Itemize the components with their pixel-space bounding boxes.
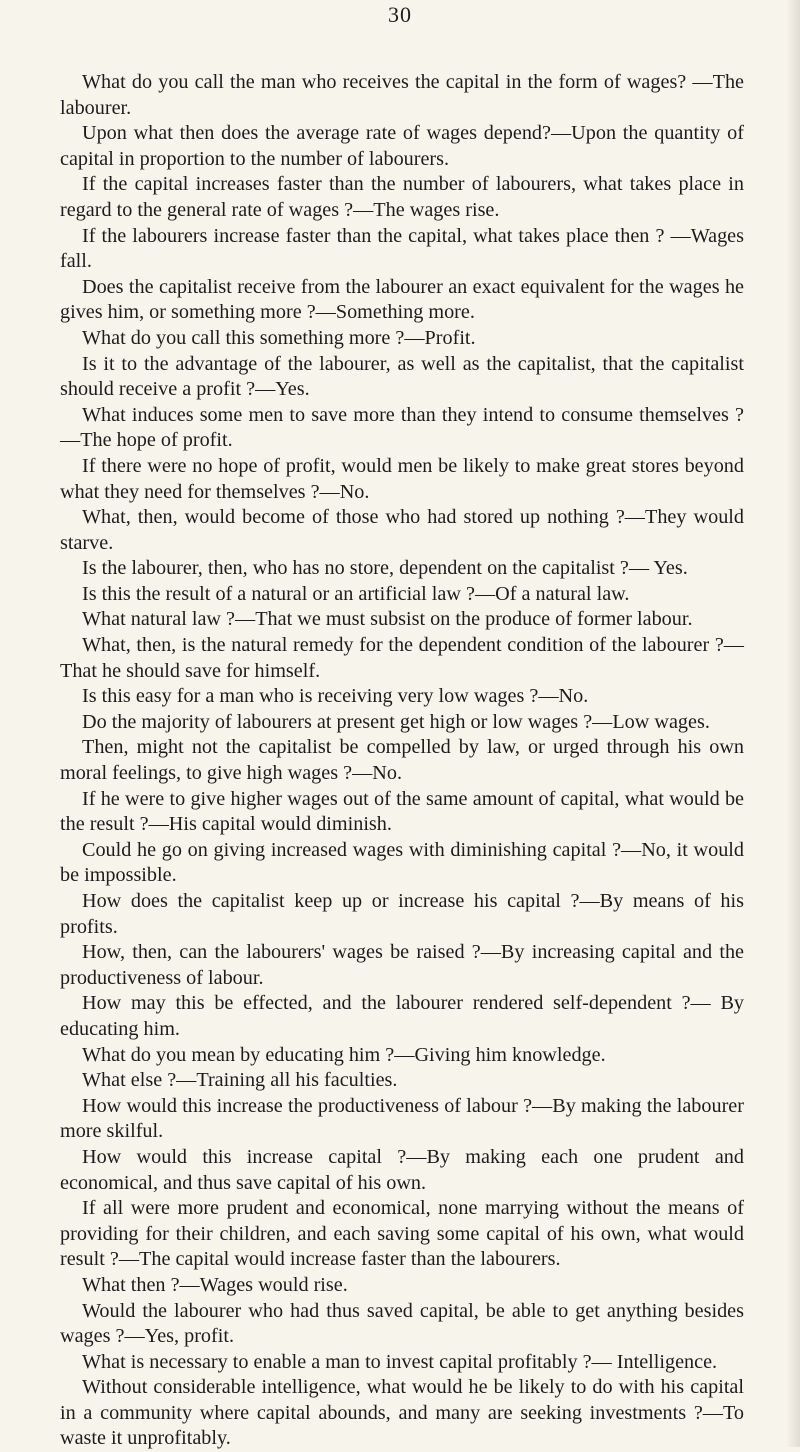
paragraph: Is this easy for a man who is receiving very low wages ?—No. [82,685,589,708]
page-number: 30 [388,2,412,27]
paragraph: What do you mean by educating him ?—Giving him knowledge. [82,1043,606,1066]
paragraph: How may this be effected, and the labourer rendered self-dependent ?— By educating him. [60,992,744,1040]
paragraph: How does the capitalist keep up or increase his capital ?—By means of his profits. [60,890,744,938]
paragraph: How would this increase the productiveness of labour ?—By making the labourer more skilful. [60,1094,744,1143]
paragraph: Without considerable intelligence, what would he be likely to do with his capital in a community where capital abounds, and many are seeking investments ?—To waste it unprofitably. [60,1376,744,1450]
paragraph: Then, might not the capitalist be compelled by law, or urged through his own moral feelings, to give high wages ?—No. [60,736,744,785]
paragraph: What, then, would become of those who had stored up nothing ?—They would starve. [60,506,744,554]
paragraph: If the labourers increase faster than the capital, what takes place then ? —Wages fall. [60,224,744,273]
page-edge-shadow [786,0,800,1447]
paragraph: What do you call this something more ?—Profit. [82,326,476,349]
paragraph: What else ?—Training all his faculties. [82,1069,398,1092]
paragraph: Upon what then does the average rate of wages depend?—Upon the quantity of capital in proportion to the number of labourers. [60,122,744,170]
paragraph: Could he go on giving increased wages with diminishing capital ?—No, it would be impossible. [60,838,744,887]
paragraph: Do the majority of labourers at present get high or low wages ?—Low wages. [82,710,710,733]
paragraph: Is the labourer, then, who has no store, dependent on the capitalist ?— Yes. [82,557,688,580]
paragraph: How, then, can the labourers' wages be raised ?—By increasing capital and the productiveness of labour. [60,941,744,989]
page-body [60,70,744,1452]
paragraph: If all were more prudent and economical, none marrying without the means of providing for their children, and each saving some capital of his own, what would result ?—The capital would increase faster than the labourers. [60,1197,744,1271]
paragraph: What then ?—Wages would rise. [82,1273,348,1296]
paragraph: If there were no hope of profit, would men be likely to make great stores beyond what they need for themselves ?—No. [60,454,744,503]
paragraph: What induces some men to save more than they intend to consume themselves ?—The hope of profit. [60,403,744,452]
paragraph: Is this the result of a natural or an artificial law ?—Of a natural law. [82,582,630,605]
paragraph: If he were to give higher wages out of the same amount of capital, what would be the result ?—His capital would diminish. [60,787,744,836]
paragraph: What do you call the man who receives the capital in the form of wages? —The labourer. [60,71,744,119]
paragraph: What natural law ?—That we must subsist on the produce of former labour. [82,608,693,631]
paragraph: How would this increase capital ?—By making each one prudent and economical, and thus save capital of his own. [60,1145,744,1194]
paragraph: Does the capitalist receive from the labourer an exact equivalent for the wages he gives him, or something more ?—Something more. [60,275,744,324]
paragraph: If the capital increases faster than the number of labourers, what takes place in regard to the general rate of wages ?—The wages rise. [60,173,744,221]
paragraph: What is necessary to enable a man to invest capital profitably ?— Intelligence. [82,1350,718,1373]
paragraph: Would the labourer who had thus saved capital, be able to get anything besides wages ?—Yes, profit. [60,1299,744,1348]
paragraph: What, then, is the natural remedy for the dependent condition of the labourer ?—That he should save for himself. [60,634,744,682]
paragraph: Is it to the advantage of the labourer, as well as the capitalist, that the capitalist should receive a profit ?—Yes. [60,352,744,401]
